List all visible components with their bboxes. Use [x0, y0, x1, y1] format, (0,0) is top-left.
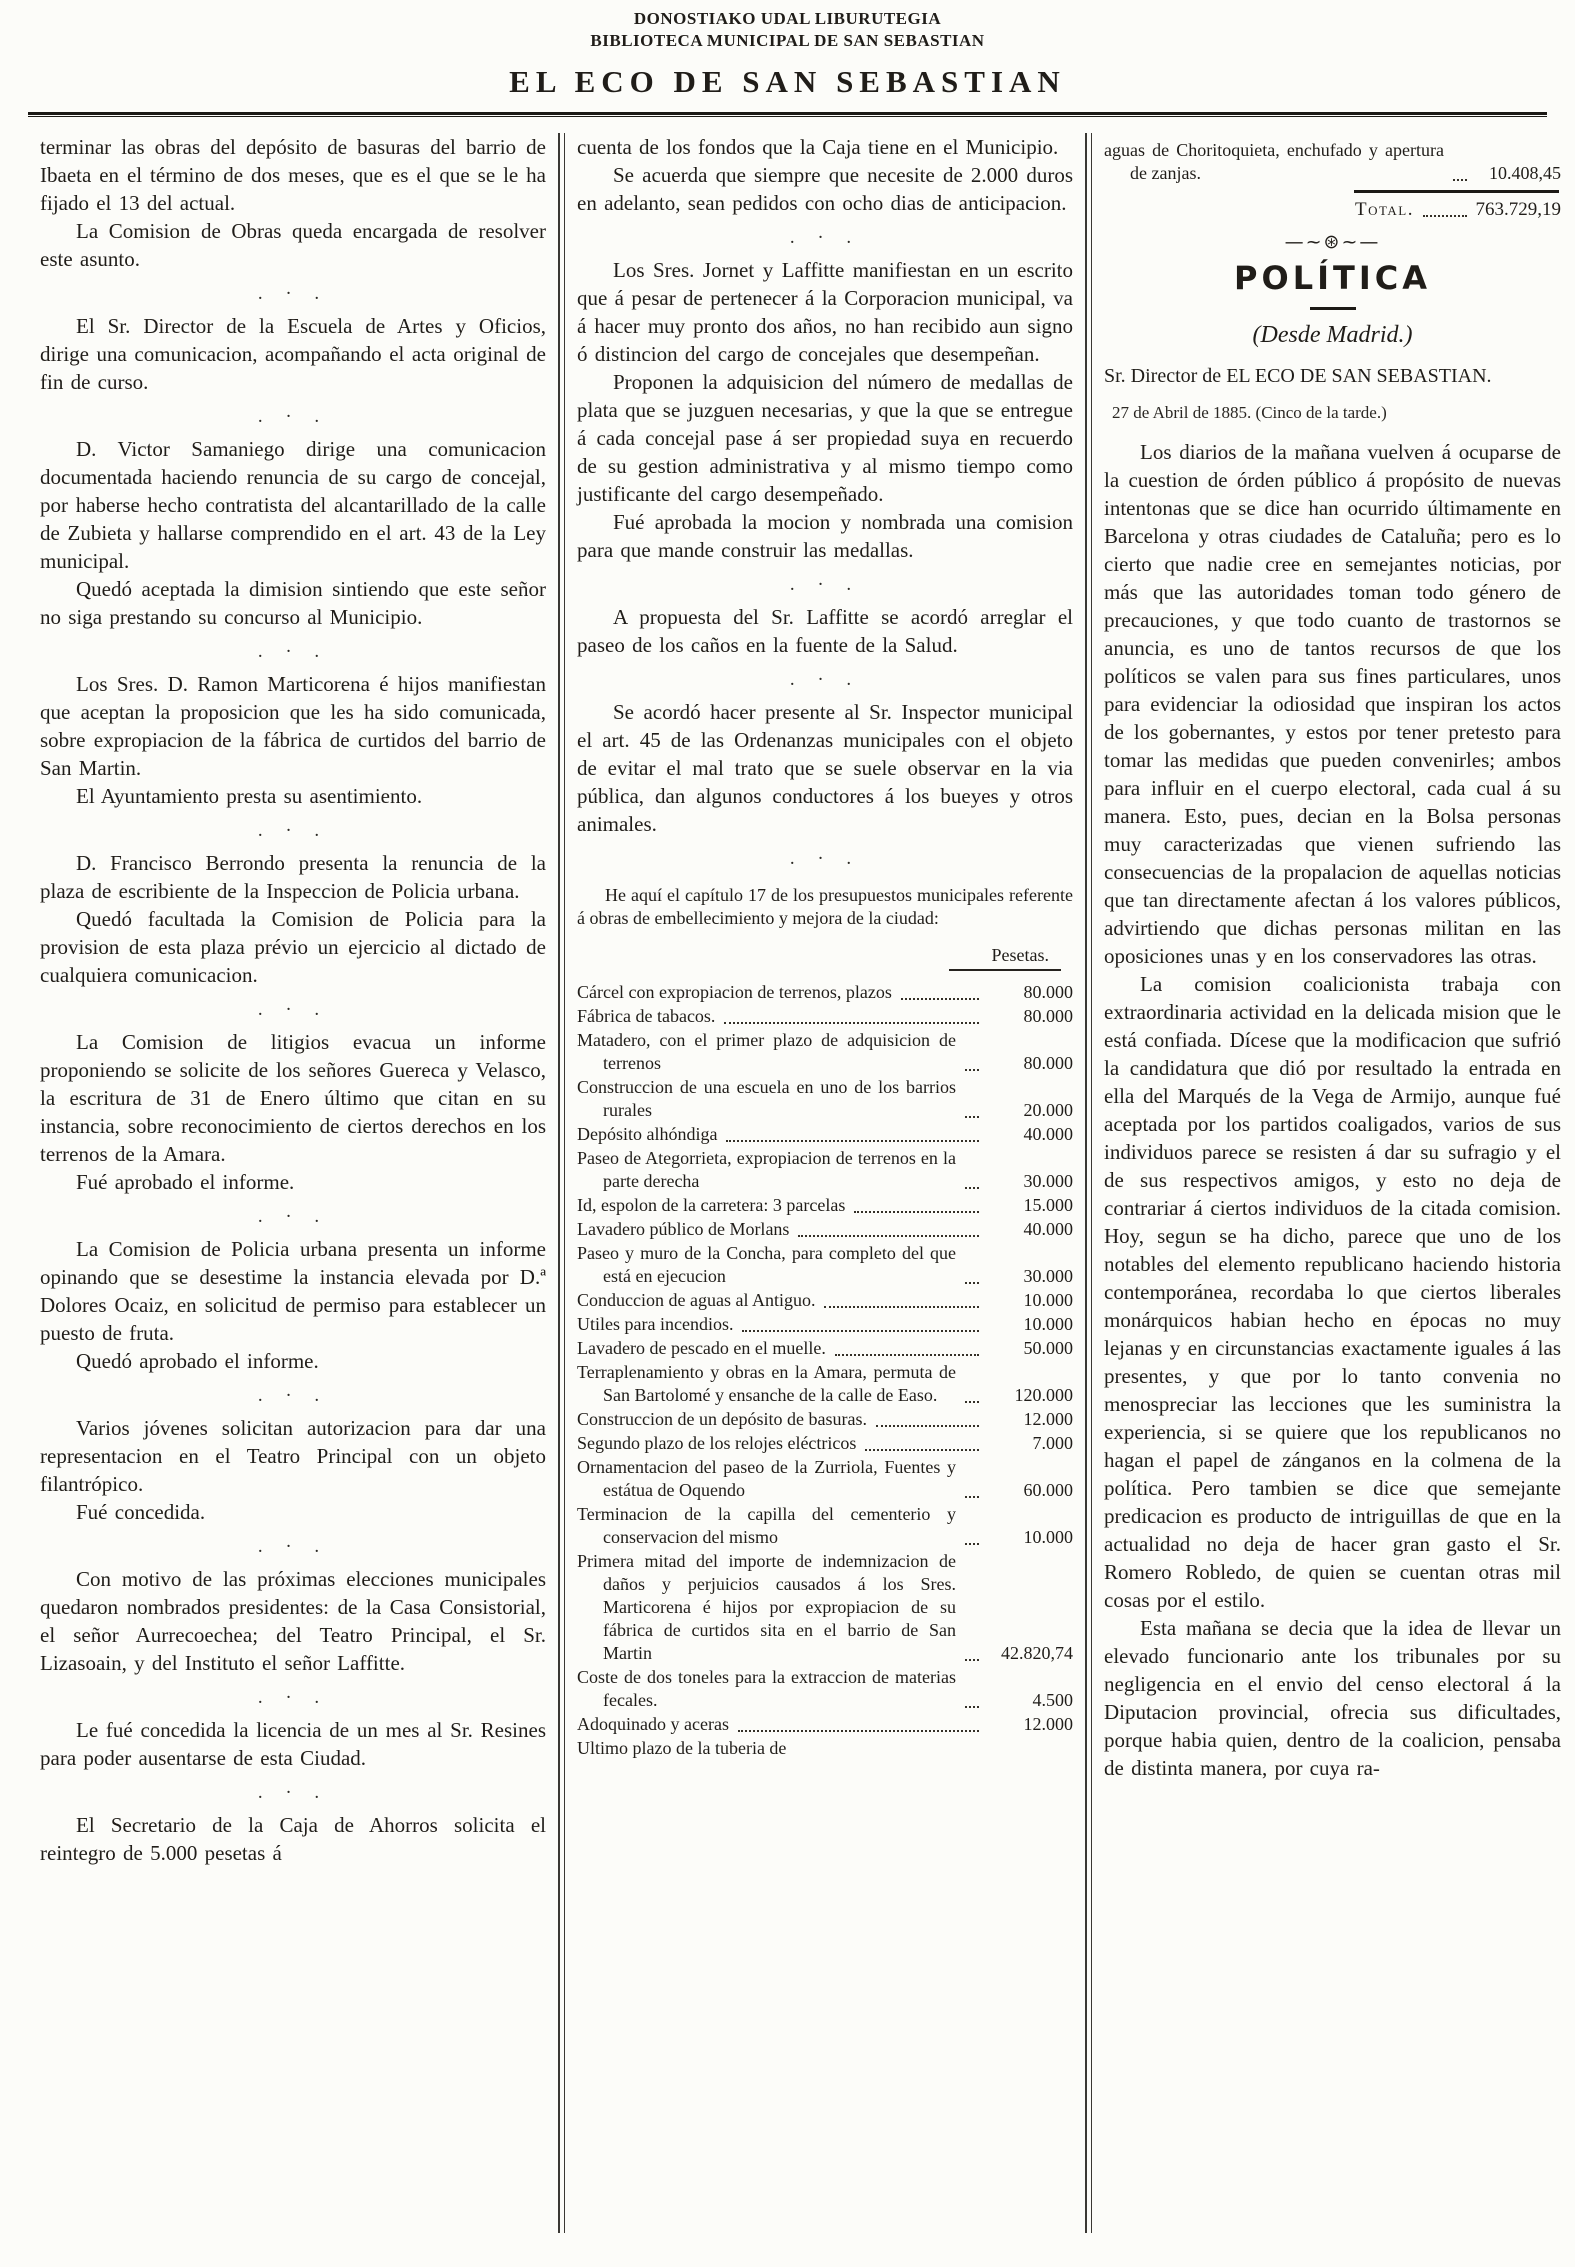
- budget-item-amount: 120.000: [1014, 1385, 1073, 1406]
- news-paragraph: Se acuerda que siempre que necesite de 2.000 duros en adelanto, sean pedidos con ocho dias de anticipacion.: [577, 163, 1073, 216]
- page-body: [0, 117, 1575, 2233]
- dot-leader: [965, 1706, 979, 1708]
- column-right: [1104, 133, 1561, 2233]
- paragraph-separator: . · .: [257, 1206, 329, 1228]
- budget-item-label: Fábrica de tabacos.: [577, 1006, 716, 1027]
- news-paragraph: A propuesta del Sr. Laffitte se acordó arreglar el paseo de los caños en la fuente de la Salud.: [577, 605, 1073, 658]
- total-label: Total.: [1355, 199, 1414, 221]
- paragraph-separator: . · .: [257, 1687, 329, 1709]
- budget-intro-note: He aquí el capítulo 17 de los presupuestos municipales referente á obras de embellecimiento y mejora de la ciudad:: [577, 885, 1073, 929]
- budget-item-amount: 50.000: [1023, 1338, 1073, 1359]
- news-paragraph: Fué concedida.: [76, 1500, 206, 1525]
- dot-leader: [965, 1282, 979, 1284]
- total-amount: 763.729,19: [1475, 199, 1561, 221]
- budget-row: [577, 1147, 1073, 1193]
- budget-item-amount: 10.000: [1023, 1314, 1073, 1335]
- budget-row: [577, 1076, 1073, 1122]
- paragraph-separator: . · .: [257, 1782, 329, 1804]
- news-paragraph: El Ayuntamiento presta su asentimiento.: [76, 784, 423, 809]
- library-stamp: [0, 0, 1575, 52]
- dot-leader: [965, 1659, 979, 1661]
- news-paragraph: Con motivo de las próximas elecciones municipales quedaron nombrados presidentes: de la Casa Consistorial, el señor Aurrecoechea; del Teatro Principal, el Sr. Lizasoain, y del Instituto el señor Laffitte.: [40, 1567, 546, 1676]
- dot-leader: [854, 1211, 979, 1213]
- paragraph-separator: . · .: [257, 641, 329, 663]
- news-paragraph: Esta mañana se decia que la idea de llevar un elevado funcionario ante los tribunales por su negligencia en el envio del censo electoral á la Diputacion provincial, ofrecia sus dificultades, porque habia quien, dentro de la coalicion, pensaba de distinta manera, por cuya ra-: [1104, 1616, 1561, 1781]
- paragraph-separator: . · .: [789, 669, 861, 691]
- news-paragraph: Proponen la adquisicion del número de medallas de plata que se juzguen necesarias, y que la que se entregue á cada concejal pase á ser propiedad suya en recuerdo de su gestion administrativa y al mismo tiempo como justificante del cargo desempeñado.: [577, 370, 1073, 507]
- news-paragraph: El Secretario de la Caja de Ahorros solicita el reintegro de 5.000 pesetas á: [40, 1813, 546, 1866]
- budget-item-label: Matadero, con el primer plazo de adquisicion de terrenos: [577, 1030, 956, 1074]
- total-row: [1104, 198, 1561, 221]
- budget-item-amount: 7.000: [1032, 1433, 1073, 1454]
- section-title-rule: [1310, 307, 1356, 310]
- budget-item-amount: 10.408,45: [1489, 163, 1561, 184]
- budget-item-amount: 4.500: [1032, 1690, 1073, 1711]
- budget-row: [577, 1218, 1073, 1241]
- budget-row: [577, 1029, 1073, 1075]
- news-paragraph: terminar las obras del depósito de basuras del barrio de Ibaeta en el término de dos meses, que es el que se le ha fijado el 13 del actual.: [40, 135, 546, 216]
- news-paragraph: Los diarios de la mañana vuelven á ocuparse de la cuestion de órden público á propósito de nuevas intentonas que se dice han ocurrido últimamente en Barcelona y otras ciudades de Cataluña; pero es lo cierto que nadie cree en semejantes noticias, por más que las autoridades toman todo género de precauciones, y que todo cuanto de trastornos se anuncia, es uno de tantos recursos de que los políticos se valen para sus fines particulares, unos para evidenciar la odiosidad que inspiran los actos de los gobernantes, y estos por tener pretesto para tomar las medidas que pueden convenirles; ambos para influir en el cuerpo electoral, cada cual á su manera. Esto, pues, decian en la Bolsa personas muy caracterizadas que vienen sufriendo las consecuencias de la propalacion de aquellas noticias que tan directamente afectan á los valores públicos, advirtiendo que dichas personas militan en las oposiciones unas y en los conservadores las otras.: [1104, 440, 1561, 969]
- budget-row: [577, 1408, 1073, 1431]
- budget-item-label: Primera mitad del importe de indemnizacion de daños y perjuicios causados á los Sres. Marticorena é hijos por expropiacion de su fábrica de curtidos sita en el barrio de San Martin: [577, 1551, 956, 1664]
- budget-item-amount: 40.000: [1023, 1124, 1073, 1145]
- column-divider-left: [558, 133, 565, 2233]
- paragraph-separator: . · .: [789, 848, 861, 870]
- budget-item-label: Terraplenamiento y obras en la Amara, permuta de San Bartolomé y ensanche de la calle de Easo.: [577, 1362, 956, 1406]
- budget-row: [577, 1666, 1073, 1712]
- budget-item-amount: 20.000: [1023, 1100, 1073, 1121]
- dot-leader: [901, 998, 979, 1000]
- budget-item-amount: 80.000: [1023, 982, 1073, 1003]
- table-header-rule: [949, 969, 1061, 971]
- budget-item-label: Adoquinado y aceras: [577, 1714, 729, 1735]
- datestamp-line: 27 de Abril de 1885. (Cinco de la tarde.): [1112, 403, 1387, 423]
- news-paragraph: Quedó aceptada la dimision sintiendo que este señor no siga prestando su concurso al Municipio.: [40, 577, 546, 630]
- dot-leader: [835, 1354, 979, 1356]
- budget-item-amount: 15.000: [1023, 1195, 1073, 1216]
- news-paragraph: Quedó aprobado el informe.: [76, 1349, 319, 1374]
- paragraph-separator: . · .: [257, 999, 329, 1021]
- stamp-line-2: BIBLIOTECA MUNICIPAL DE SAN SEBASTIAN: [590, 31, 985, 51]
- budget-item-label: Construccion de un depósito de basuras.: [577, 1409, 867, 1430]
- budget-item-label: Paseo y muro de la Concha, para completo del que está en ejecucion: [577, 1243, 956, 1287]
- news-paragraph: Varios jóvenes solicitan autorizacion para dar una representacion en el Teatro Principal con un objeto filantrópico.: [40, 1416, 546, 1497]
- budget-table: [577, 944, 1073, 1760]
- budget-row: [577, 1337, 1073, 1360]
- budget-row: [577, 1361, 1073, 1407]
- paragraph-separator: . · .: [789, 227, 861, 249]
- dot-leader: [824, 1306, 979, 1308]
- news-paragraph: Los Sres. D. Ramon Marticorena é hijos manifiestan que aceptan la proposicion que les ha sido comunicada, sobre expropiacion de la fábrica de curtidos del barrio de San Martin.: [40, 672, 546, 781]
- budget-item-label: aguas de Choritoquieta, enchufado y apertura de zanjas.: [1104, 140, 1444, 184]
- paragraph-separator: . · .: [257, 406, 329, 428]
- dot-leader: [965, 1116, 979, 1118]
- section-title: POLÍTICA: [1234, 259, 1431, 298]
- paragraph-separator: . · .: [789, 574, 861, 596]
- dot-leader: [965, 1069, 979, 1071]
- paragraph-separator: . · .: [257, 283, 329, 305]
- dot-leader: [724, 1022, 979, 1024]
- dot-leader: [865, 1449, 979, 1451]
- masthead-title: EL ECO DE SAN SEBASTIAN: [509, 64, 1066, 100]
- budget-item-label: Utiles para incendios.: [577, 1314, 734, 1335]
- dot-leader: [965, 1187, 979, 1189]
- budget-item-amount: 60.000: [1023, 1480, 1073, 1501]
- budget-row: [577, 1456, 1073, 1502]
- column-center: [577, 133, 1073, 2233]
- dot-leader: [965, 1496, 979, 1498]
- dot-leader: [726, 1140, 979, 1142]
- budget-item-amount: 30.000: [1023, 1266, 1073, 1287]
- budget-row: [577, 1313, 1073, 1336]
- budget-row: [577, 1289, 1073, 1312]
- news-paragraph: Le fué concedida la licencia de un mes al Sr. Resines para poder ausentarse de esta Ciudad.: [40, 1718, 546, 1771]
- news-paragraph: La comision coalicionista trabaja con extraordinaria actividad en la delicada mision que le está confiada. Dícese que la modificacion que sufrió la candidatura que dió por resultado la entrada en ella del Marqués de la Vega de Armijo, aunque fué aceptada por los partidos coaligados, varios de sus individuos parece se resisten á dar su sufragio y el de sus respectivos amigos, y esto no deja de contrariar á ciertos individuos de la citada comision. Hoy, segun se ha dicho, parece que uno de los notables del elemento republicano haciendo historia contemporánea, recordaba lo que ciertos liberales monárquicos habian hecho en épocas no muy lejanas y en circunstancias exactamente iguales á las presentes, y que por lo tanto convenia no menospreciar las lecciones que les suministra la experiencia, si se quiere que los republicanos no hagan el papel de zánganos en la colmena de la política. Pero tambien se dice que semejante predicacion es producto de intriguillas de que en la actualidad no deja de hacer gran gasto el Sr. Romero Robledo, de quien se cuentan otras mil cosas por el estilo.: [1104, 972, 1561, 1613]
- budget-item-amount: 80.000: [1023, 1006, 1073, 1027]
- budget-item-label: Ornamentacion del paseo de la Zurriola, Fuentes y estátua de Oquendo: [577, 1457, 956, 1501]
- column-left: [40, 133, 546, 2233]
- paragraph-separator: . · .: [257, 1536, 329, 1558]
- news-paragraph: La Comision de Policia urbana presenta un informe opinando que se desestime la instancia elevada por D.ª Dolores Ocaiz, en solicitud de permiso para establecer un puesto de fruta.: [40, 1237, 546, 1346]
- budget-item-label: Cárcel con expropiacion de terrenos, plazos: [577, 982, 892, 1003]
- budget-row: [577, 1242, 1073, 1288]
- dot-leader: [1423, 215, 1467, 217]
- budget-item-label: Id, espolon de la carretera: 3 parcelas: [577, 1195, 846, 1216]
- budget-row: [577, 1194, 1073, 1217]
- paragraph-separator: . · .: [257, 1385, 329, 1407]
- table-unit-header: Pesetas.: [991, 945, 1049, 966]
- news-paragraph: El Sr. Director de la Escuela de Artes y Oficios, dirige una comunicacion, acompañando el acta original de fin de curso.: [40, 314, 546, 395]
- budget-item-label: Paseo de Ategorrieta, expropiacion de terrenos en la parte derecha: [577, 1148, 956, 1192]
- budget-item-amount: 40.000: [1023, 1219, 1073, 1240]
- budget-item-label: Conduccion de aguas al Antiguo.: [577, 1290, 816, 1311]
- dot-leader: [965, 1543, 979, 1545]
- news-paragraph: Fué aprobada la mocion y nombrada una comision para que mande construir las medallas.: [577, 510, 1073, 563]
- budget-item-amount: 42.820,74: [1001, 1643, 1073, 1664]
- news-paragraph: Se acordó hacer presente al Sr. Inspector municipal el art. 45 de las Ordenanzas municipales con el objeto de evitar el mal trato que se suele observar en la via pública, dan algunos conductores á los bueyes y otros animales.: [577, 700, 1073, 837]
- section-ornament: —~⊛~—: [1284, 231, 1381, 254]
- dateline: (Desde Madrid.): [1252, 322, 1413, 349]
- dot-leader: [798, 1235, 979, 1237]
- budget-item-label: Lavadero de pescado en el muelle.: [577, 1338, 826, 1359]
- dot-leader: [742, 1330, 979, 1332]
- news-paragraph: D. Francisco Berrondo presenta la renuncia de la plaza de escribiente de la Inspeccion de Policia urbana.: [40, 851, 546, 904]
- budget-row: [577, 1737, 1073, 1760]
- budget-row: [577, 1503, 1073, 1549]
- budget-item-amount: 12.000: [1023, 1714, 1073, 1735]
- dot-leader: [876, 1425, 979, 1427]
- dot-leader: [1453, 179, 1467, 181]
- budget-item-label: Ultimo plazo de la tuberia de: [577, 1738, 787, 1759]
- news-paragraph: Fué aprobado el informe.: [76, 1170, 295, 1195]
- news-paragraph: La Comision de litigios evacua un informe proponiendo se solicite de los señores Guereca y Velasco, la escritura de 31 de Enero último que citan en su instancia, sobre reconocimiento de ciertos derechos en los terrenos de la Amara.: [40, 1030, 546, 1167]
- budget-item-label: Coste de dos toneles para la extraccion de materias fecales.: [577, 1667, 956, 1711]
- budget-item-label: Construccion de una escuela en uno de los barrios rurales: [577, 1077, 956, 1121]
- news-paragraph: Los Sres. Jornet y Laffitte manifiestan en un escrito que á pesar de pertenecer á la Corporacion municipal, va á hacer muy pronto dos años, no han recibido aun signo ó distincion del cargo de concejales que desempeñan.: [577, 258, 1073, 367]
- budget-row: [577, 1713, 1073, 1736]
- news-paragraph: cuenta de los fondos que la Caja tiene en el Municipio.: [577, 135, 1059, 160]
- news-paragraph: D. Victor Samaniego dirige una comunicacion documentada haciendo renuncia de su cargo de concejal, por haberse hecho contratista del alcantarillado de la calle de Zubieta y hallarse comprendido en el art. 43 de la Ley municipal.: [40, 437, 546, 574]
- budget-item-amount: 30.000: [1023, 1171, 1073, 1192]
- dot-leader: [738, 1730, 979, 1732]
- budget-item-amount: 80.000: [1023, 1053, 1073, 1074]
- news-paragraph: Quedó facultada la Comision de Policia para la provision de esta plaza prévio un ejercicio al dictado de cualquiera comunicacion.: [40, 907, 546, 988]
- budget-row: [577, 1005, 1073, 1028]
- budget-item-label: Lavadero público de Morlans: [577, 1219, 790, 1240]
- budget-row: [577, 981, 1073, 1004]
- budget-item-label: Terminacion de la capilla del cementerio y conservacion del mismo: [577, 1504, 956, 1548]
- news-paragraph: La Comision de Obras queda encargada de resolver este asunto.: [40, 219, 546, 272]
- budget-item-label: Depósito alhóndiga: [577, 1124, 718, 1145]
- budget-item-amount: 12.000: [1023, 1409, 1073, 1430]
- budget-row-continuation: [1104, 139, 1561, 185]
- budget-item-amount: 10.000: [1023, 1527, 1073, 1548]
- salutation-line: Sr. Director de EL ECO DE SAN SEBASTIAN.: [1104, 365, 1492, 388]
- budget-row: [577, 1550, 1073, 1665]
- stamp-line-1: DONOSTIAKO UDAL LIBURUTEGIA: [633, 9, 942, 28]
- dot-leader: [965, 1401, 979, 1403]
- total-rule: [1354, 190, 1559, 193]
- budget-item-label: Segundo plazo de los relojes eléctricos: [577, 1433, 857, 1454]
- paragraph-separator: . · .: [257, 820, 329, 842]
- column-divider-right: [1085, 133, 1092, 2233]
- budget-row: [577, 1432, 1073, 1455]
- budget-row: [577, 1123, 1073, 1146]
- budget-table-continuation: [1104, 139, 1561, 221]
- budget-item-amount: 10.000: [1023, 1290, 1073, 1311]
